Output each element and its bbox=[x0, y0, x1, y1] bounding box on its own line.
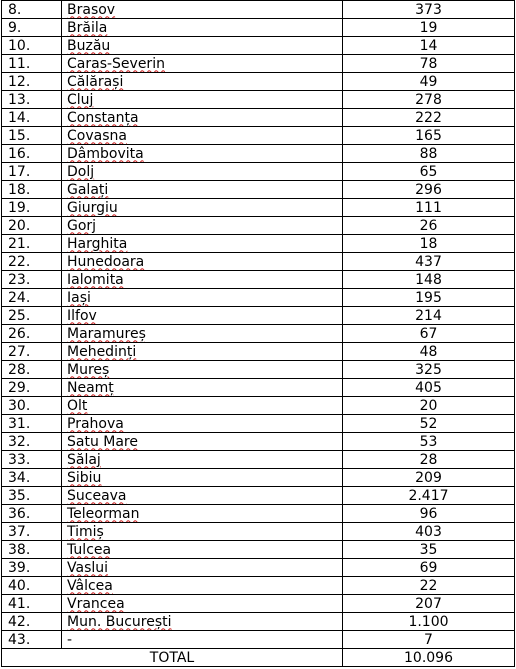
county-value: 26 bbox=[343, 217, 515, 235]
county-name: Iași bbox=[67, 289, 91, 306]
table-row bbox=[2, 91, 515, 109]
row-number: 21. bbox=[2, 235, 62, 253]
row-number: 20. bbox=[2, 217, 62, 235]
table-row bbox=[2, 145, 515, 163]
county-value: 373 bbox=[343, 1, 515, 19]
county-name: Mureș bbox=[67, 361, 110, 378]
county-value: 52 bbox=[343, 415, 515, 433]
county-name-cell bbox=[62, 271, 343, 289]
county-name: - bbox=[67, 631, 73, 648]
table-row bbox=[2, 109, 515, 127]
county-value: 111 bbox=[343, 199, 515, 217]
county-value: 207 bbox=[343, 595, 515, 613]
table-row bbox=[2, 19, 515, 37]
table-row bbox=[2, 343, 515, 361]
county-name: Teleorman bbox=[67, 505, 140, 522]
county-name-cell bbox=[62, 325, 343, 343]
county-name-cell bbox=[62, 181, 343, 199]
row-number: 16. bbox=[2, 145, 62, 163]
row-number: 39. bbox=[2, 559, 62, 577]
county-name-cell bbox=[62, 253, 343, 271]
county-name: Covasna bbox=[67, 127, 127, 144]
table-row bbox=[2, 235, 515, 253]
row-number: 36. bbox=[2, 505, 62, 523]
county-name: Vaslui bbox=[67, 559, 109, 576]
table-row bbox=[2, 397, 515, 415]
row-number: 9. bbox=[2, 19, 62, 37]
county-name: Constanța bbox=[67, 109, 139, 126]
county-value: 7 bbox=[343, 631, 515, 649]
county-name: Vâlcea bbox=[67, 577, 113, 594]
county-name-cell bbox=[62, 199, 343, 217]
table-row bbox=[2, 379, 515, 397]
county-value: 2.417 bbox=[343, 487, 515, 505]
county-value: 222 bbox=[343, 109, 515, 127]
county-value: 209 bbox=[343, 469, 515, 487]
row-number: 12. bbox=[2, 73, 62, 91]
county-value: 35 bbox=[343, 541, 515, 559]
row-number: 18. bbox=[2, 181, 62, 199]
county-value: 28 bbox=[343, 451, 515, 469]
table-row bbox=[2, 325, 515, 343]
row-number: 13. bbox=[2, 91, 62, 109]
county-name: Dâmbovita bbox=[67, 145, 144, 162]
county-name-cell bbox=[62, 55, 343, 73]
row-number: 42. bbox=[2, 613, 62, 631]
county-value: 67 bbox=[343, 325, 515, 343]
table-row bbox=[2, 559, 515, 577]
county-name-cell bbox=[62, 415, 343, 433]
table-row bbox=[2, 415, 515, 433]
county-name: Ialomita bbox=[67, 271, 124, 288]
county-value: 18 bbox=[343, 235, 515, 253]
table-row bbox=[2, 487, 515, 505]
county-name: Mun. București bbox=[67, 613, 172, 630]
county-name-cell bbox=[62, 73, 343, 91]
county-value: 20 bbox=[343, 397, 515, 415]
county-value: 22 bbox=[343, 577, 515, 595]
county-name-cell bbox=[62, 523, 343, 541]
county-name: Dolj bbox=[67, 163, 95, 180]
county-name: Sălaj bbox=[67, 451, 101, 468]
county-name-cell bbox=[62, 613, 343, 631]
county-name-cell bbox=[62, 595, 343, 613]
row-number: 43. bbox=[2, 631, 62, 649]
table-row bbox=[2, 361, 515, 379]
county-name: Mehedinți bbox=[67, 343, 137, 360]
county-value: 48 bbox=[343, 343, 515, 361]
county-name: Sibiu bbox=[67, 469, 102, 486]
row-number: 40. bbox=[2, 577, 62, 595]
table-row bbox=[2, 37, 515, 55]
row-number: 19. bbox=[2, 199, 62, 217]
county-name: Prahova bbox=[67, 415, 124, 432]
row-number: 30. bbox=[2, 397, 62, 415]
county-name-cell bbox=[62, 451, 343, 469]
county-name: Brăila bbox=[67, 19, 108, 36]
county-value: 325 bbox=[343, 361, 515, 379]
county-name: Buzău bbox=[67, 37, 111, 54]
table-row bbox=[2, 253, 515, 271]
county-value: 296 bbox=[343, 181, 515, 199]
county-name: Neamț bbox=[67, 379, 114, 396]
table-row bbox=[2, 541, 515, 559]
county-name-cell bbox=[62, 235, 343, 253]
row-number: 23. bbox=[2, 271, 62, 289]
county-table-body bbox=[2, 1, 515, 667]
county-name-cell bbox=[62, 109, 343, 127]
county-value: 214 bbox=[343, 307, 515, 325]
row-number: 14. bbox=[2, 109, 62, 127]
table-row bbox=[2, 433, 515, 451]
county-value: 19 bbox=[343, 19, 515, 37]
county-name: Galați bbox=[67, 181, 109, 198]
table-row bbox=[2, 163, 515, 181]
county-value: 405 bbox=[343, 379, 515, 397]
county-name-cell bbox=[62, 1, 343, 19]
county-value: 148 bbox=[343, 271, 515, 289]
county-value: 1.100 bbox=[343, 613, 515, 631]
row-number: 41. bbox=[2, 595, 62, 613]
county-value: 96 bbox=[343, 505, 515, 523]
county-name-cell bbox=[62, 577, 343, 595]
county-name: Călărași bbox=[67, 73, 124, 90]
county-name-cell bbox=[62, 289, 343, 307]
county-name-cell bbox=[62, 217, 343, 235]
county-table bbox=[1, 0, 515, 667]
row-number: 8. bbox=[2, 1, 62, 19]
county-name-cell bbox=[62, 91, 343, 109]
county-value: 49 bbox=[343, 73, 515, 91]
county-name-cell bbox=[62, 559, 343, 577]
county-name: Cluj bbox=[67, 91, 94, 108]
county-name: Vrancea bbox=[67, 595, 125, 612]
row-number: 32. bbox=[2, 433, 62, 451]
total-value: 10.096 bbox=[343, 649, 515, 667]
row-number: 17. bbox=[2, 163, 62, 181]
county-name-cell bbox=[62, 397, 343, 415]
county-name-cell bbox=[62, 379, 343, 397]
county-name: Gorj bbox=[67, 217, 97, 234]
county-name-cell bbox=[62, 163, 343, 181]
county-name-cell bbox=[62, 19, 343, 37]
county-name: Harghita bbox=[67, 235, 128, 252]
county-name: Brasov bbox=[67, 1, 116, 18]
table-row bbox=[2, 55, 515, 73]
county-name-cell bbox=[62, 307, 343, 325]
total-row bbox=[2, 649, 515, 667]
table-row bbox=[2, 595, 515, 613]
county-value: 65 bbox=[343, 163, 515, 181]
county-value: 165 bbox=[343, 127, 515, 145]
county-value: 78 bbox=[343, 55, 515, 73]
table-row bbox=[2, 181, 515, 199]
table-row bbox=[2, 199, 515, 217]
row-number: 24. bbox=[2, 289, 62, 307]
county-value: 437 bbox=[343, 253, 515, 271]
county-name-cell bbox=[62, 37, 343, 55]
county-name: Suceava bbox=[67, 487, 127, 504]
county-name: Giurgiu bbox=[67, 199, 118, 216]
row-number: 15. bbox=[2, 127, 62, 145]
table-row bbox=[2, 217, 515, 235]
row-number: 38. bbox=[2, 541, 62, 559]
table-row bbox=[2, 613, 515, 631]
row-number: 11. bbox=[2, 55, 62, 73]
county-value: 69 bbox=[343, 559, 515, 577]
county-name-cell bbox=[62, 361, 343, 379]
table-row bbox=[2, 523, 515, 541]
county-name: Timiș bbox=[67, 523, 104, 540]
county-name-cell bbox=[62, 433, 343, 451]
county-name-cell bbox=[62, 343, 343, 361]
county-name-cell bbox=[62, 127, 343, 145]
county-name-cell bbox=[62, 541, 343, 559]
row-number: 35. bbox=[2, 487, 62, 505]
table-row bbox=[2, 505, 515, 523]
row-number: 33. bbox=[2, 451, 62, 469]
table-row bbox=[2, 289, 515, 307]
county-value: 88 bbox=[343, 145, 515, 163]
county-name: Ilfov bbox=[67, 307, 97, 324]
county-name: Tulcea bbox=[67, 541, 112, 558]
row-number: 10. bbox=[2, 37, 62, 55]
table-row bbox=[2, 73, 515, 91]
county-name-cell bbox=[62, 487, 343, 505]
table-row bbox=[2, 631, 515, 649]
table-row bbox=[2, 127, 515, 145]
table-row bbox=[2, 577, 515, 595]
county-name: Hunedoara bbox=[67, 253, 145, 270]
row-number: 26. bbox=[2, 325, 62, 343]
county-value: 14 bbox=[343, 37, 515, 55]
row-number: 29. bbox=[2, 379, 62, 397]
county-name: Maramureș bbox=[67, 325, 146, 342]
county-value: 278 bbox=[343, 91, 515, 109]
total-label: TOTAL bbox=[2, 649, 343, 667]
county-name-cell bbox=[62, 505, 343, 523]
county-name-cell bbox=[62, 631, 343, 649]
county-name-cell bbox=[62, 469, 343, 487]
county-value: 403 bbox=[343, 523, 515, 541]
row-number: 34. bbox=[2, 469, 62, 487]
table-row bbox=[2, 469, 515, 487]
row-number: 25. bbox=[2, 307, 62, 325]
row-number: 31. bbox=[2, 415, 62, 433]
county-name: Satu Mare bbox=[67, 433, 138, 450]
table-row bbox=[2, 271, 515, 289]
table-row bbox=[2, 1, 515, 19]
row-number: 28. bbox=[2, 361, 62, 379]
county-value: 53 bbox=[343, 433, 515, 451]
row-number: 37. bbox=[2, 523, 62, 541]
row-number: 27. bbox=[2, 343, 62, 361]
county-name: Caras-Severin bbox=[67, 55, 165, 72]
table-row bbox=[2, 307, 515, 325]
county-name-cell bbox=[62, 145, 343, 163]
row-number: 22. bbox=[2, 253, 62, 271]
county-name: Olt bbox=[67, 397, 88, 414]
table-row bbox=[2, 451, 515, 469]
county-value: 195 bbox=[343, 289, 515, 307]
